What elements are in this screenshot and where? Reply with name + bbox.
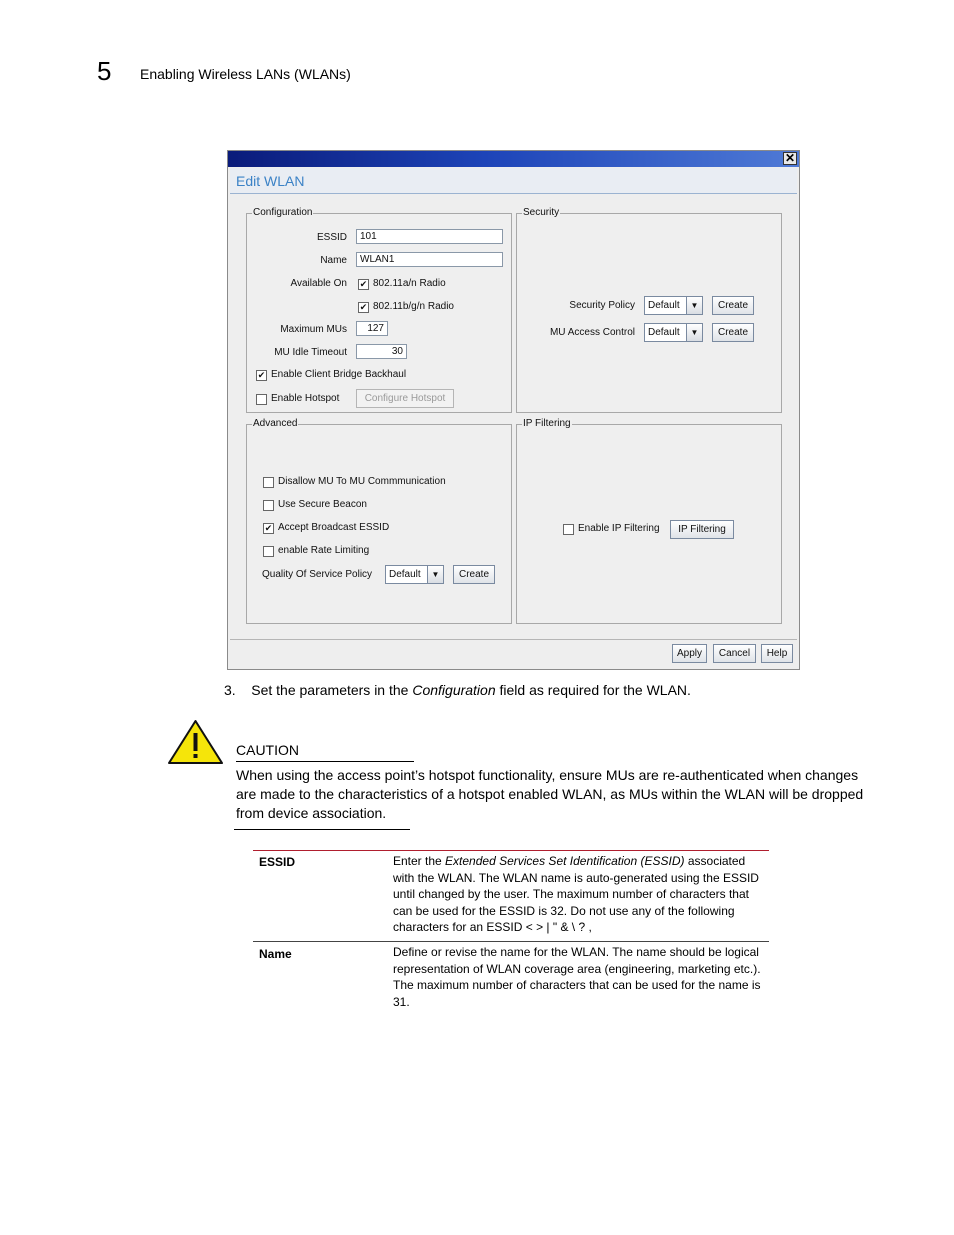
qos-label: Quality Of Service Policy — [262, 569, 373, 580]
step-text-after: field as required for the WLAN. — [499, 682, 691, 698]
secure-beacon-label: Use Secure Beacon — [278, 499, 367, 510]
chevron-down-icon[interactable]: ▼ — [427, 566, 443, 583]
security-policy-select[interactable] — [644, 296, 703, 315]
name-label: Name — [320, 255, 347, 266]
essid-desc-after: associated with the WLAN. The WLAN name is auto-generated using the ESSID until changed by the user. The maximum number of characters that can be used for the ESSID is 32. Do not use any of the following characters for an ESSID < > | " & \ ? , — [393, 854, 759, 934]
configuration-group — [246, 207, 512, 413]
footer-separator — [230, 639, 797, 640]
security-policy-label: Security Policy — [569, 300, 635, 311]
max-mus-field[interactable]: 127 — [356, 321, 388, 336]
dialog-heading: Edit WLAN — [236, 173, 305, 189]
ip-filtering-button[interactable]: IP Filtering — [670, 520, 734, 539]
qos-value: Default — [389, 569, 421, 580]
cancel-button[interactable]: Cancel — [713, 644, 756, 663]
max-mus-label: Maximum MUs — [280, 324, 347, 335]
table-row-divider — [253, 941, 769, 942]
advanced-group — [246, 418, 512, 624]
chevron-down-icon[interactable]: ▼ — [686, 297, 702, 314]
security-policy-create-button[interactable]: Create — [712, 296, 754, 315]
qos-select[interactable] — [385, 565, 444, 584]
essid-desc-italic: Extended Services Set Identification (ESSID) — [445, 854, 685, 868]
chapter-title: Enabling Wireless LANs (WLANs) — [140, 66, 351, 82]
step-text-before: Set the parameters in the — [251, 682, 409, 698]
disallow-label: Disallow MU To MU Commmunication — [278, 476, 446, 487]
mu-access-value: Default — [648, 327, 680, 338]
configure-hotspot-button[interactable]: Configure Hotspot — [356, 389, 454, 408]
help-button[interactable]: Help — [761, 644, 793, 663]
table-term-name: Name — [259, 947, 292, 961]
caution-divider-top — [236, 761, 414, 762]
essid-desc-before: Enter the — [393, 854, 442, 868]
idle-timeout-field[interactable]: 30 — [356, 344, 407, 359]
table-term-essid: ESSID — [259, 855, 296, 869]
secure-beacon-checkbox[interactable] — [263, 500, 274, 511]
security-group — [516, 207, 782, 413]
step-3 — [224, 682, 691, 698]
table-desc-essid — [393, 853, 765, 936]
radio-b-checkbox[interactable]: ✔ — [359, 302, 368, 312]
name-field[interactable]: WLAN1 — [356, 252, 503, 267]
mu-access-label: MU Access Control — [549, 327, 635, 338]
rate-limiting-label: enable Rate Limiting — [278, 545, 370, 556]
available-on-label: Available On — [290, 278, 347, 289]
chevron-down-icon[interactable]: ▼ — [686, 324, 702, 341]
client-bridge-checkbox[interactable]: ✔ — [257, 370, 266, 380]
disallow-checkbox[interactable] — [263, 477, 274, 488]
edit-wlan-dialog — [227, 150, 800, 670]
accept-broadcast-checkbox[interactable]: ✔ — [264, 523, 273, 533]
radio-b-label: 802.11b/g/n Radio — [373, 301, 454, 312]
accept-broadcast-label: Accept Broadcast ESSID — [278, 522, 390, 533]
idle-timeout-label: MU Idle Timeout — [274, 347, 347, 358]
hotspot-checkbox[interactable] — [256, 394, 267, 405]
table-desc-name: Define or revise the name for the WLAN. The name should be logical representation of WLAN coverage area (engineering, marketing etc.). The maximum number of characters that can be used for the name is 31. — [393, 945, 761, 1009]
security-legend: Security — [523, 207, 560, 218]
radio-a-label: 802.11a/n Radio — [373, 278, 446, 289]
close-icon[interactable]: ✕ — [784, 151, 796, 165]
dialog-titlebar — [228, 151, 799, 167]
ip-filtering-group — [516, 418, 782, 624]
mu-access-select[interactable] — [644, 323, 703, 342]
qos-create-button[interactable]: Create — [453, 565, 495, 584]
rate-limiting-checkbox[interactable] — [263, 546, 274, 557]
mu-access-create-button[interactable]: Create — [712, 323, 754, 342]
apply-button[interactable]: Apply — [672, 644, 707, 663]
hotspot-label: Enable Hotspot — [271, 393, 340, 404]
enable-ip-filtering-label: Enable IP Filtering — [578, 523, 660, 534]
caution-text: When using the access point’s hotspot functionality, ensure MUs are re-authenticated when changes are made to the characteristics of a hotspot enabled WLAN, as MUs within the WLAN will be dropped from device association. — [236, 767, 864, 821]
security-policy-value: Default — [648, 300, 680, 311]
table-top-rule — [253, 850, 769, 851]
ip-filtering-legend: IP Filtering — [523, 418, 571, 429]
step-text-italic: Configuration — [412, 682, 496, 698]
client-bridge-label: Enable Client Bridge Backhaul — [271, 369, 407, 380]
dialog-heading-bar — [230, 168, 797, 194]
caution-divider-bottom — [234, 829, 410, 830]
caution-warning-icon — [167, 719, 224, 765]
essid-label: ESSID — [316, 232, 347, 243]
advanced-legend: Advanced — [253, 418, 298, 429]
radio-a-checkbox[interactable]: ✔ — [359, 279, 368, 289]
essid-field[interactable]: 101 — [356, 229, 503, 244]
enable-ip-filtering-checkbox[interactable] — [563, 524, 574, 535]
chapter-number: 5 — [97, 56, 112, 86]
step-number: 3. — [224, 682, 236, 698]
configuration-legend: Configuration — [253, 207, 313, 218]
caution-title: CAUTION — [236, 742, 299, 758]
